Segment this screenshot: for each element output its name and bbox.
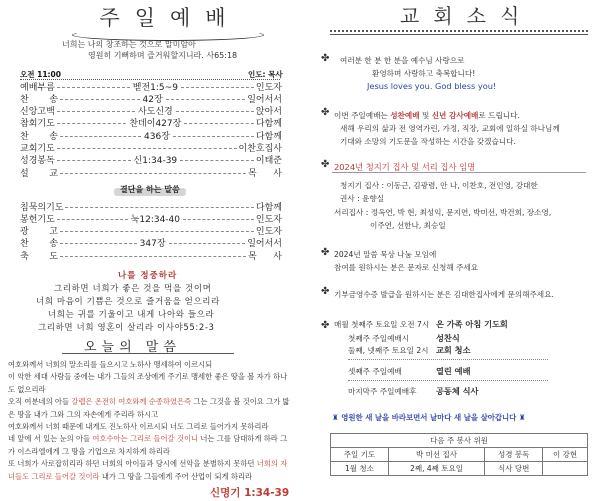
order-detail: 신1:34-39 (133, 156, 178, 167)
scripture-verse: 이 악한 세대 사람들 중에는 내가 그들의 조상에게 주기로 맹세한 좋은 땅을 볼 자가 하나도 없으리라 (8, 372, 288, 394)
order-label: 참회기도 (20, 119, 55, 130)
scripture-verse (8, 458, 292, 483)
order-label: 예배부름 (20, 82, 55, 93)
leader-dots (176, 111, 254, 112)
order-responsible: 일어서서 (247, 94, 282, 105)
schedule-event: 교회 청소 (436, 345, 471, 355)
schedule-event: 온 가족 아침 기도회 (436, 319, 508, 329)
leader-dots (183, 219, 254, 220)
order-responsible: 이태준 (255, 156, 283, 167)
deacons-line1: 서리집사 : 정옥연, 박 현, 최성익, 문지연, 박미선, 박건희, 장소영, (334, 208, 552, 217)
praise-line3: 너희는 귀를 기울이고 내게 나아와 들으라 (48, 310, 215, 320)
schedule-when: 셋째주 주일예배 (348, 367, 402, 376)
leader-dots (57, 87, 130, 88)
scripture-verse (8, 433, 292, 458)
verse-text: 내가 그 땅을 그들에게 주어 산업이 되게 하리라 (99, 471, 253, 481)
order-row (20, 92, 282, 104)
order-responsible: 인도자 (255, 214, 282, 225)
order-detail: 347장 (139, 239, 166, 250)
service-cell (543, 462, 588, 476)
bullet-icon: ✤ (321, 286, 330, 297)
order-label: 교회기도 (20, 144, 55, 154)
leader-dots (57, 123, 127, 124)
order-detail: 436장 (144, 131, 170, 142)
order-label: 봉헌기도 (20, 214, 55, 225)
schedule-when: 마지막주 주일예배후 (348, 387, 417, 396)
schedule-event: 공동체 식사 (436, 386, 479, 396)
verse-highlight: 여호수아는 그리로 들어갈 것이니 (92, 434, 199, 443)
theme-verse-line1: 너희는 나의 창조하는 것으로 말미암아 (62, 40, 196, 49)
order-responsible: 일어서서 (247, 239, 282, 250)
service-cell: 식사 당번 (485, 462, 543, 476)
welcome-line1: 여러분 한 분 한 분을 예수님 사랑으로 (340, 56, 465, 65)
communion-line2: 새해 우리의 삶과 전 영역가린, 가정, 직장, 교회에 일하실 하나님께 (340, 124, 560, 133)
communion-notice (334, 110, 520, 121)
senior-deaconess: 권사 : 윤향실 (340, 194, 385, 203)
order-detail: 벧전1:5~9 (132, 82, 178, 93)
schedule-divider (348, 380, 548, 381)
leader-dots (166, 99, 246, 100)
bullet-icon: ✤ (321, 247, 330, 258)
welcome-line2: 환영하며 사랑하고 축복합니다! (372, 69, 476, 78)
leader-dots (57, 160, 131, 161)
service-cell: 성경 봉독 (485, 448, 543, 462)
order-label: 신앙고백 (20, 107, 55, 118)
today-word-title: 오늘의 말씀 (84, 340, 181, 355)
order-detail: 눅12:34-40 (130, 214, 181, 225)
bullet-icon: ✤ (321, 159, 330, 170)
theme-verse-line2: 영원히 기뻐하며 즐거워할지니라. 사65:18 (88, 51, 238, 60)
worship-column (0, 0, 298, 501)
verse-text: 너는 그를 담대하게 하라 그가 이스라엘에게 그 땅을 기업으로 차지하게 하리라 (8, 434, 288, 456)
leader-dots (60, 256, 246, 257)
order-label: 침묵의기도 (20, 202, 64, 213)
appointment-rule (332, 172, 586, 173)
order-row (20, 117, 282, 129)
leader-dots (60, 136, 141, 137)
order-responsible: 다함께 (255, 119, 282, 130)
schedule-event: 열린 예배 (436, 366, 471, 376)
praise-line4: 그리하면 너희 영혼이 살리라 이사야55:2-3 (38, 323, 215, 333)
leader-dots (181, 87, 254, 88)
order-label: 찬 송 (20, 131, 58, 142)
order-responsible: 목 사 (248, 168, 282, 179)
appointment-heading: 2024년 청지기 집사 및 서리 집사 임명 (334, 162, 476, 172)
order-row (20, 105, 282, 117)
newyear-highlight: 신년 감사예배 (431, 111, 479, 120)
scripture-reference: 신명기 1:34-39 (210, 487, 290, 499)
meditation-line1: 2024년 말씀 묵상 나눔 모임에 (334, 250, 437, 259)
leader-dots (180, 160, 254, 161)
order-row (20, 237, 282, 249)
order-row (20, 200, 282, 212)
order-row (20, 142, 282, 154)
schedule-when: 둘째, 넷째주 토요일 2시 (348, 346, 429, 355)
order-row (20, 80, 282, 92)
order-detail: 사도신경 (137, 107, 173, 118)
order-label: 설 교 (20, 168, 58, 179)
bullet-icon: ✤ (321, 53, 330, 64)
deacons-line2: 이주연, 선한나, 최승일 (370, 221, 446, 230)
order-label: 성경봉독 (20, 156, 55, 167)
worship-title: 주일예배 (99, 6, 241, 30)
communion-notice-a: 이번 주일예배는 (334, 111, 391, 120)
leader-dots (57, 219, 128, 220)
praise-line1: 그리하면 너희가 좋은 것을 먹을 것이며 (54, 284, 212, 294)
service-cell: 이 강현 (543, 448, 588, 462)
communion-line3: 기대와 소망의 기도문을 작성하는 시간을 갖겠습니다. (340, 137, 516, 146)
order-detail: 42장 (142, 94, 163, 105)
order-detail: 찬데이427장 (129, 119, 182, 130)
leader-dots (60, 243, 137, 244)
news-dotted-rule (330, 30, 588, 32)
order-label: 찬 송 (20, 239, 58, 250)
service-cell: 주일 기도 (331, 448, 389, 462)
schedule-when: 첫째주 주일예배시 (348, 334, 410, 343)
communion-notice-e: 로 드립니다. (478, 111, 520, 120)
welcome-english: Jesus loves you. God bless you! (367, 81, 497, 91)
communion-highlight: 성찬예배 (390, 111, 420, 120)
order-row (20, 166, 282, 178)
bullet-icon: ✤ (321, 107, 330, 118)
order-label: 찬 송 (20, 94, 58, 105)
order-responsible: 다함께 (255, 131, 282, 142)
verse-text: 네 앞에 서 있는 눈의 아들 (8, 434, 93, 443)
verse-text: 오직 여분네의 아들 (8, 397, 72, 406)
meditation-line2: 참여를 원하시는 분은 문자로 신청해 주세요 (334, 263, 479, 272)
schedule-when: 매월 첫째주 토요일 오전 7시 (334, 320, 430, 329)
verse-highlight: 너희의 자녀들도 그리로 들어갈 것이라 (8, 459, 288, 481)
verse-text: 또 너희가 사로잡히리라 하던 너희의 아이들과 당시에 선악을 분별하지 못하던 (8, 459, 257, 468)
service-cell: 1월 청소 (331, 462, 389, 476)
order-responsible: 앉아서 (255, 107, 282, 118)
service-table (330, 433, 588, 476)
scripture-verse: 여호와께서 너희 때문에 내게도 진노하사 이르시되 너도 그리로 들어가지 못하리라 (8, 422, 269, 431)
worship-time: 오전 11:00 (20, 70, 61, 79)
order-responsible: 다함께 (255, 202, 282, 213)
today-underline (62, 353, 234, 354)
order-label: 광 고 (20, 227, 58, 238)
worship-leader: 인도: 목사 (248, 70, 283, 79)
service-cell: 박 미선 집사 (388, 448, 484, 462)
scripture-verse (8, 396, 292, 421)
leader-dots (60, 173, 246, 174)
steward-deacons: 청지기 집사 : 이동근, 김광렴, 안 나, 이찬호, 전인영, 강대한 (340, 181, 538, 190)
receipt-notice: 기부금영수증 발급을 원하시는 분은 김대한집사에게 문의해주세요. (334, 290, 554, 299)
yearly-banner: ♜ 영원한 새 날을 바라보면서 날마다 새 날을 살아갑니다 ♜ (332, 413, 526, 422)
praise-line2: 너희 마음이 기쁨은 것으로 즐거움을 얻으리라 (36, 297, 220, 307)
leader-dots (60, 231, 254, 232)
schedule-divider (348, 359, 548, 360)
verse-highlight: 갈렙은 온전히 여호와께 순종하였은즉 (71, 397, 192, 406)
leader-dots (173, 136, 254, 137)
order-responsible: 목 사 (248, 251, 282, 262)
order-responsible: 인도자 (255, 227, 282, 238)
section2-title: 결단을 하는 말씀 (120, 185, 180, 194)
communion-notice-c: 및 (421, 111, 432, 120)
praise-title: 나를 정중하라 (118, 271, 178, 281)
news-title: 교회소식 (400, 4, 534, 28)
order-row (20, 154, 282, 166)
order-row (20, 225, 282, 237)
leader-dots (65, 207, 253, 208)
order-row (20, 249, 282, 261)
service-cell: 2째, 4째 토요일 (388, 462, 484, 476)
bullet-icon: ✤ (321, 320, 330, 331)
leader-dots (60, 99, 140, 100)
verse-text: 그는 그것을 볼 것이요 그가 밟은 땅을 내가 그와 그의 자손에게 주리라 하시고 (8, 397, 290, 419)
scripture-verse: 여호와께서 너희의 말소리를 들으시고 노하사 맹세하여 이르시되 (8, 360, 213, 369)
order-row (20, 212, 282, 224)
order-label: 축 도 (20, 251, 58, 262)
news-rule (330, 34, 588, 35)
order-responsible: 이찬호집사 (238, 144, 282, 154)
service-table-title: 다음 주 봉사 위원 (331, 434, 588, 448)
leader-dots (184, 123, 254, 124)
leader-dots (57, 148, 237, 149)
schedule-event: 성찬식 (436, 333, 460, 343)
leader-dots (57, 111, 135, 112)
order-responsible: 인도자 (255, 82, 283, 93)
order-row (20, 129, 282, 141)
leader-dots (169, 243, 246, 244)
